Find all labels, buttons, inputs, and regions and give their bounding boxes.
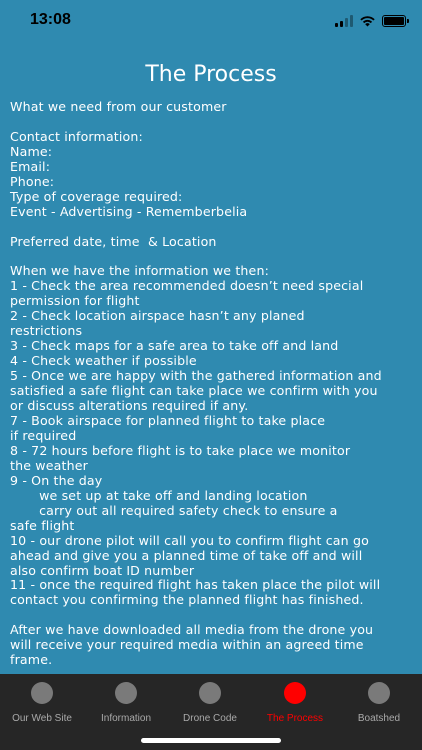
text-line: restrictions	[10, 323, 83, 339]
page-title: The Process	[145, 62, 277, 87]
circle-icon	[115, 682, 137, 704]
text-line: safe flight	[10, 517, 75, 533]
text-line: 1 - Check the area recommended doesn’t need special	[10, 278, 364, 294]
tab-label: Drone Code	[183, 713, 237, 724]
text-line: also confirm boat ID number	[10, 562, 195, 578]
text-line: Name:	[10, 143, 53, 159]
text-line: Email:	[10, 158, 51, 174]
text-line	[10, 608, 414, 623]
text-line: 7 - Book airspace for planned flight to take place	[10, 412, 326, 428]
tab-our-web-site[interactable]	[0, 680, 84, 724]
text-line: What we need from our customer	[10, 99, 227, 114]
tab-information[interactable]	[84, 680, 168, 724]
tab-label: Our Web Site	[12, 713, 72, 724]
status-time: 13:08	[30, 11, 71, 28]
text-line: Contact information:	[10, 128, 143, 144]
text-line: ahead and give you a planned time of take off and will	[10, 547, 363, 563]
text-line: or discuss alterations required if any.	[10, 398, 249, 414]
text-line: carry out all required safety check to ensure a	[10, 502, 338, 518]
text-line: 9 - On the day	[10, 472, 103, 488]
text-line: When we have the information we then:	[10, 263, 269, 279]
text-line: 4 - Check weather if possible	[10, 353, 197, 369]
cellular-signal-icon	[335, 15, 353, 27]
text-line: 2 - Check location airspace hasn’t any planed	[10, 308, 305, 324]
text-line: 3 - Check maps for a safe area to take off and land	[10, 338, 339, 354]
circle-icon	[199, 682, 221, 704]
battery-icon	[382, 15, 406, 27]
wifi-icon	[359, 15, 376, 27]
text-line: 5 - Once we are happy with the gathered information and	[10, 368, 382, 384]
text-line: contact you confirming the planned flight has finished.	[10, 592, 364, 608]
tab-label: The Process	[266, 713, 324, 724]
tab-boatshed[interactable]	[337, 680, 421, 724]
tab-drone-code[interactable]	[168, 680, 252, 724]
tab-label: Information	[100, 713, 152, 724]
text-line: 10 - our drone pilot will call you to confirm flight can go	[10, 532, 369, 548]
text-line: 8 - 72 hours before flight is to take place we monitor	[10, 442, 351, 458]
text-line: Event - Advertising - Rememberbelia	[10, 203, 248, 219]
home-indicator[interactable]	[141, 738, 281, 743]
text-line	[10, 250, 414, 265]
process-text	[10, 100, 414, 668]
circle-icon	[31, 682, 53, 704]
text-line	[10, 220, 414, 235]
tab-the-process[interactable]	[253, 680, 337, 724]
text-line: if required	[10, 427, 77, 443]
text-line: the weather	[10, 457, 88, 473]
text-line: permission for flight	[10, 293, 140, 309]
circle-icon	[368, 682, 390, 704]
tab-label: Boatshed	[357, 713, 401, 724]
text-line	[10, 115, 414, 130]
text-line: will receive your required media within an agreed time	[10, 637, 364, 653]
text-line: frame.	[10, 652, 53, 668]
text-line: Type of coverage required:	[10, 188, 183, 204]
text-line: Preferred date, time & Location	[10, 233, 217, 249]
text-line: satisfied a safe flight can take place we confirm with you	[10, 383, 378, 399]
text-line: Phone:	[10, 173, 55, 189]
status-icons	[335, 12, 406, 30]
text-line: After we have downloaded all media from the drone you	[10, 622, 374, 638]
circle-icon	[284, 682, 306, 704]
text-line: 11 - once the required flight has taken place the pilot will	[10, 577, 381, 593]
status-bar	[0, 0, 422, 44]
text-line: we set up at take off and landing location	[10, 487, 308, 503]
